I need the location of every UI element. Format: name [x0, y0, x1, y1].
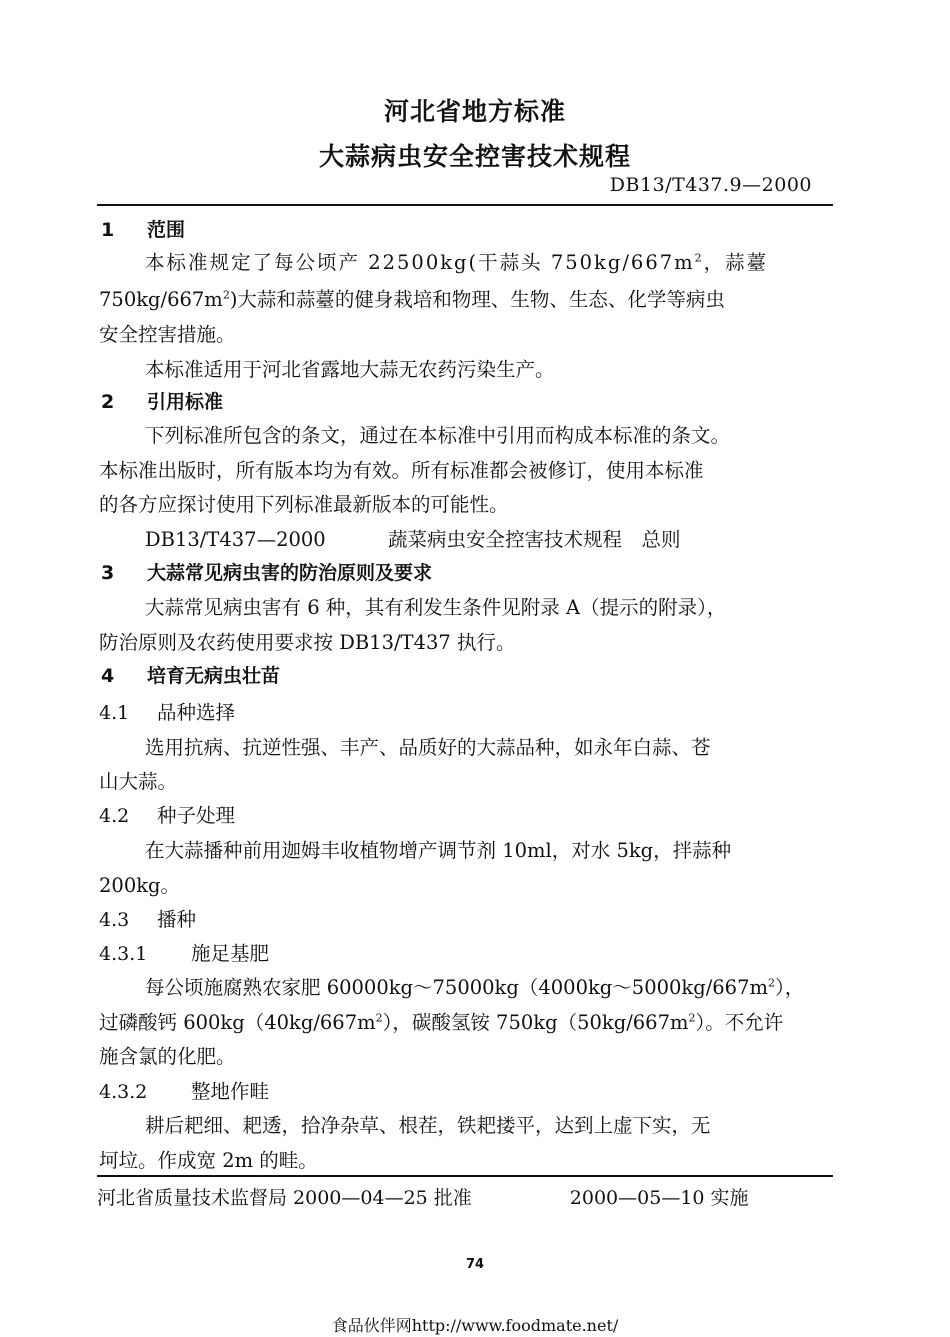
subsection-number: 4.1 — [99, 702, 130, 724]
section-4-heading — [101, 661, 280, 688]
section-number: 3 — [101, 562, 115, 584]
effective-date: 2000—05—10 实施 — [569, 1187, 749, 1209]
text: ，蒜薹 — [703, 251, 769, 274]
subsection-title: 施足基肥 — [191, 942, 270, 965]
section-title: 范围 — [147, 219, 186, 241]
cited-standard-title: 蔬菜病虫安全控害技术规程 总则 — [388, 528, 681, 551]
paragraph-line: 的各方应探讨使用下列标准最新版本的可能性。 — [99, 493, 509, 516]
superscript: 2 — [694, 251, 704, 265]
page-number: 74 — [465, 1257, 485, 1272]
text: ），碳酸氢铵 750kg（50kg/667m — [382, 1011, 689, 1034]
section-title: 引用标准 — [147, 391, 224, 413]
paragraph-line: 坷垃。作成宽 2m 的畦。 — [99, 1149, 318, 1172]
paragraph-line: 下列标准所包含的条文，通过在本标准中引用而构成本标准的条文。 — [145, 424, 731, 447]
superscript: 2 — [375, 1011, 383, 1025]
subsection-number: 4.3.2 — [99, 1081, 148, 1103]
subsection-title: 品种选择 — [157, 701, 236, 724]
subsection-4-3-2-heading — [99, 1076, 269, 1104]
cited-standard-code: DB13/T437—2000 — [145, 528, 326, 551]
section-title: 大蒜常见病虫害的防治原则及要求 — [147, 562, 433, 584]
paragraph-line: 防治原则及农药使用要求按 DB13/T437 执行。 — [99, 631, 516, 654]
text: 过磷酸钙 600kg（40kg/667m — [99, 1011, 376, 1034]
section-number: 2 — [101, 391, 115, 413]
paragraph-line: 施含氯的化肥。 — [99, 1045, 236, 1068]
text: ）。不允许 — [695, 1011, 784, 1034]
paragraph-line — [145, 247, 768, 275]
subsection-4-3-heading — [99, 904, 196, 932]
section-number: 1 — [101, 219, 115, 241]
section-2-heading — [101, 387, 223, 414]
text: 750kg/667m — [99, 288, 223, 311]
text: ）， — [775, 976, 805, 999]
footer-rule — [97, 1175, 833, 1177]
paragraph-line: 安全控害措施。 — [99, 323, 236, 346]
paragraph-line — [99, 1007, 783, 1035]
subsection-title: 播种 — [157, 908, 197, 931]
paragraph-line: 耕后耙细、耙透，拾净杂草、根茬，铁耙搂平，达到上虚下实，无 — [145, 1114, 711, 1137]
text: 每公顷施腐熟农家肥 60000kg～75000kg（4000kg～5000kg/667m — [145, 976, 768, 999]
standard-number: DB13/T437.9—2000 — [609, 174, 812, 196]
text: )大蒜和蒜薹的健身栽培和物理、生物、生态、化学等病虫 — [229, 288, 725, 311]
section-1-heading — [101, 215, 185, 242]
subsection-4-2-heading — [99, 800, 235, 828]
subsection-number: 4.3 — [99, 909, 130, 931]
paragraph-line — [99, 284, 725, 312]
section-number: 4 — [101, 665, 115, 687]
header-rule — [97, 204, 833, 206]
subsection-number: 4.2 — [99, 805, 130, 827]
subsection-4-3-1-heading — [99, 938, 269, 966]
superscript: 2 — [688, 1011, 696, 1025]
watermark: 食品伙伴网http://www.foodmate.net/ — [331, 1316, 619, 1335]
subsection-title: 种子处理 — [157, 804, 236, 827]
paragraph-line — [145, 972, 804, 1000]
section-3-heading — [101, 558, 432, 585]
paragraph-line: 大蒜常见病虫害有 6 种，其有利发生条件见附录 A（提示的附录）， — [145, 596, 727, 619]
superscript: 2 — [222, 288, 230, 302]
approval-text: 河北省质量技术监督局 2000—04—25 批准 — [97, 1187, 472, 1209]
section-title: 培育无病虫壮苗 — [147, 665, 281, 687]
text: 本标准规定了每公顷产 22500kg(干蒜头 750kg/667m — [145, 251, 695, 274]
approval-line — [97, 1183, 749, 1210]
document-title: 大蒜病虫安全控害技术规程 — [318, 142, 631, 171]
cited-standard — [145, 524, 681, 552]
document-agency: 河北省地方标准 — [383, 97, 566, 126]
superscript: 2 — [768, 976, 775, 990]
paragraph-line: 200kg。 — [99, 874, 181, 897]
subsection-4-1-heading — [99, 697, 235, 725]
paragraph-line: 在大蒜播种前用迦姆丰收植物增产调节剂 10ml，对水 5kg，拌蒜种 — [145, 839, 732, 862]
paragraph-line: 本标准出版时，所有版本均为有效。所有标准都会被修订，使用本标准 — [99, 459, 704, 482]
subsection-title: 整地作畦 — [191, 1080, 270, 1103]
paragraph-line: 选用抗病、抗逆性强、丰产、品质好的大蒜品种，如永年白蒜、苍 — [145, 736, 711, 759]
subsection-number: 4.3.1 — [99, 943, 148, 965]
paragraph-line: 山大蒜。 — [99, 770, 178, 793]
paragraph-line: 本标准适用于河北省露地大蒜无农药污染生产。 — [145, 358, 555, 381]
